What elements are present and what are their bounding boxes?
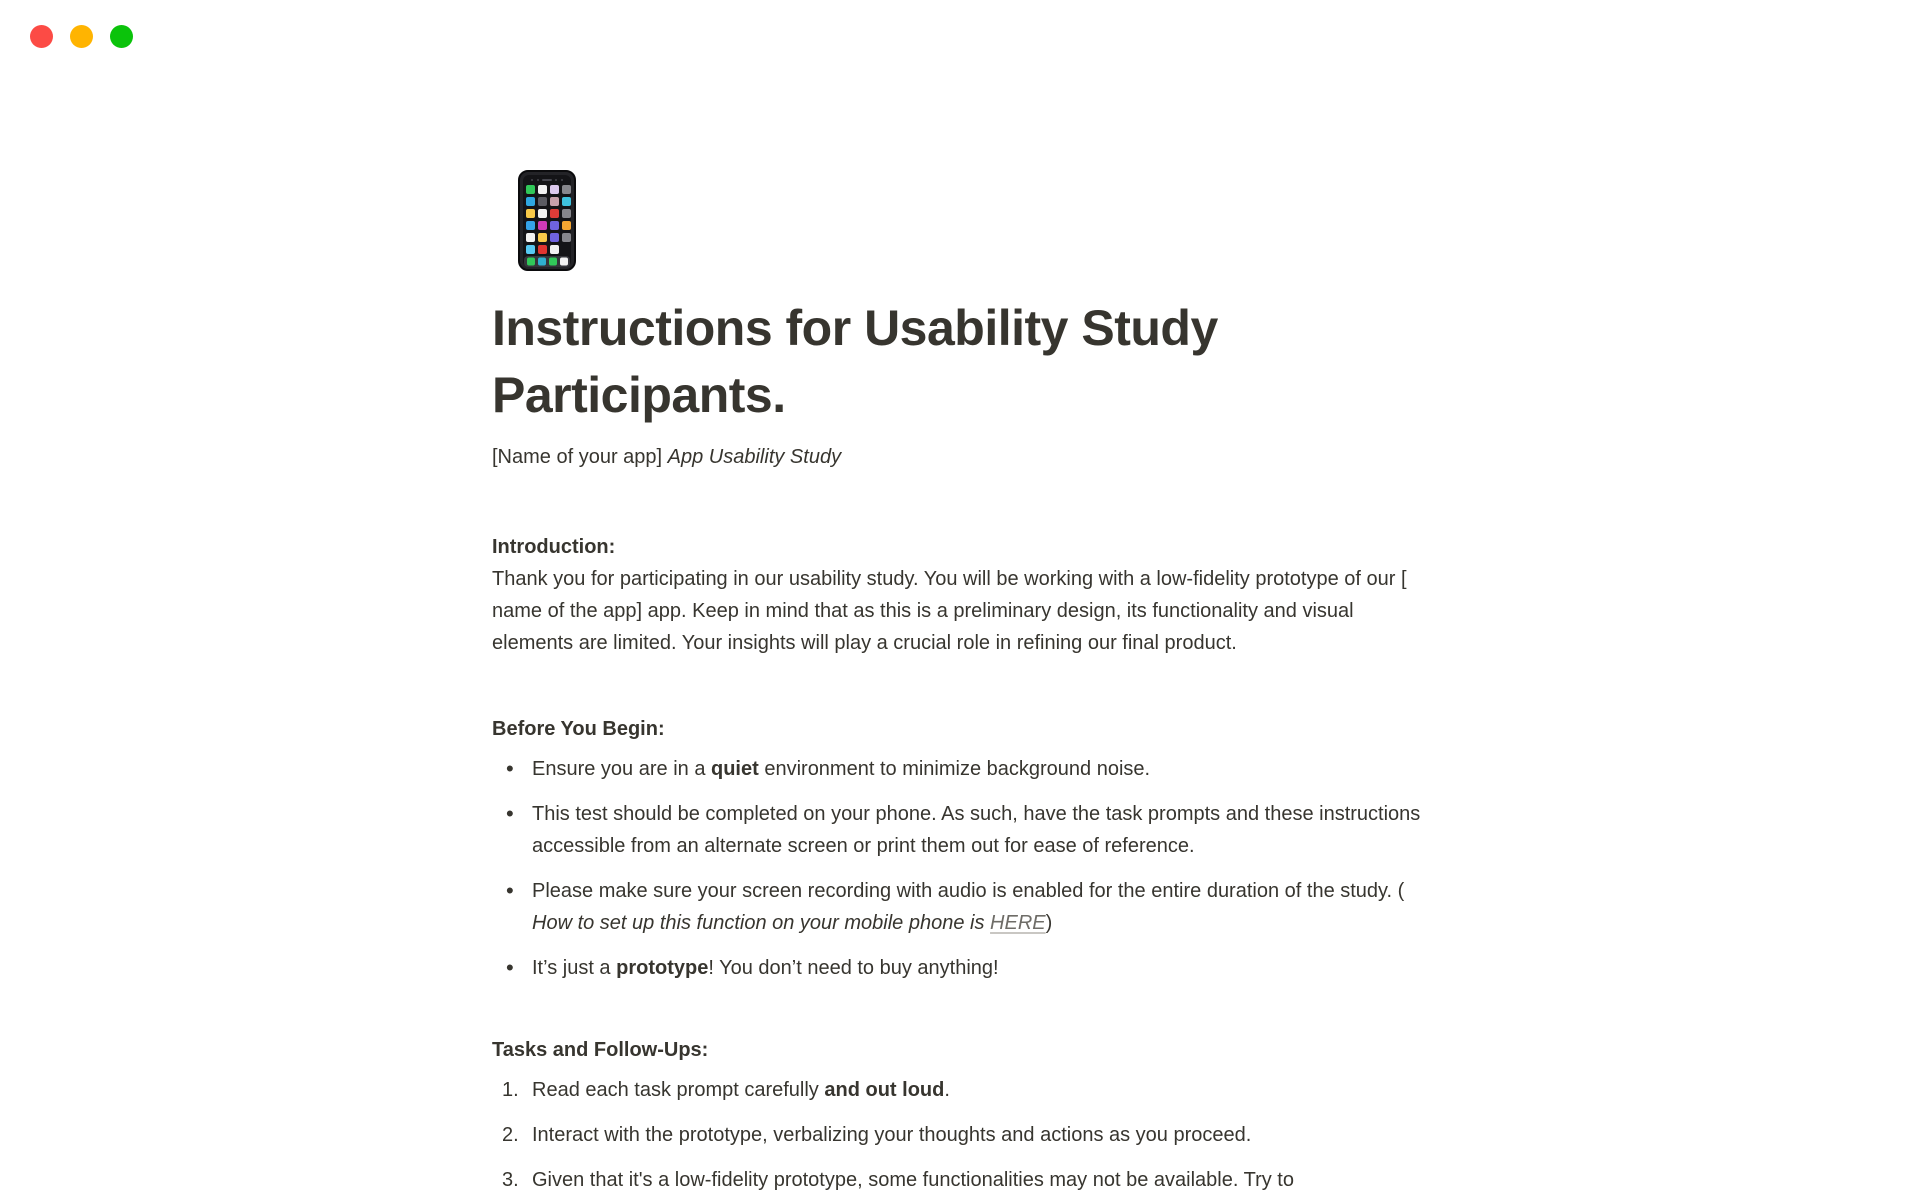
before-you-begin-list (492, 753, 1428, 984)
number-marker: 2. (502, 1124, 519, 1146)
numbered-item-1 (492, 1074, 1428, 1106)
bullet-item-prototype (492, 952, 1428, 984)
bullet-icon: • (506, 878, 514, 903)
introduction-heading: Introduction: (492, 536, 616, 558)
numbered-item-2 (492, 1119, 1428, 1151)
tasks-list (492, 1074, 1428, 1196)
bullet-text-pre: It’s just a (532, 957, 617, 979)
subtitle-italic: App Usability Study (667, 446, 842, 468)
bullet-text-post: ) (1045, 912, 1053, 934)
bullet-text-pre: Please make sure your screen recording with audio is enabled for the entire duration of the study. ( (532, 880, 1405, 902)
document-page (492, 0, 1428, 1196)
mobile-phone-emoji-graphic (518, 170, 576, 271)
bullet-item-phone (492, 798, 1428, 862)
bullet-item-quiet (492, 753, 1428, 785)
bullet-text-post: environment to minimize background noise. (758, 758, 1151, 780)
here-link[interactable] (990, 912, 1046, 934)
bullet-icon: • (506, 801, 514, 826)
mobile-phone-icon[interactable] (518, 170, 576, 271)
tasks-heading: Tasks and Follow-Ups: (492, 1039, 709, 1061)
introduction-paragraph: Thank you for participating in our usability study. You will be working with a low-fidelity prototype of our [ name of the app] app. Keep in mind that as this is a preliminary design, its functionality and visual elements are limited. Your insights will play a crucial role in refining our final product. (492, 568, 1407, 654)
here-link-label: HERE (990, 912, 1046, 934)
numbered-text-bold: and out loud (824, 1079, 945, 1101)
bullet-text-pre: This test should be completed on your phone. As such, have the task prompts and these instructions accessible from an alternate screen or print them out for ease of reference. (532, 803, 1421, 857)
bullet-text-bold: prototype (616, 957, 709, 979)
bullet-text (532, 875, 1428, 939)
numbered-text (532, 1164, 1428, 1196)
numbered-text (532, 1119, 1428, 1151)
number-marker: 3. (502, 1169, 519, 1191)
before-you-begin-heading: Before You Begin: (492, 718, 665, 740)
bullet-text-pre: Ensure you are in a (532, 758, 711, 780)
close-window-button[interactable] (30, 25, 53, 48)
bullet-text (532, 798, 1428, 862)
page-title: Instructions for Usability Study Participants. (492, 300, 1218, 423)
bullet-text (532, 952, 1428, 984)
numbered-text-pre: Interact with the prototype, verbalizing your thoughts and actions as you proceed. (532, 1124, 1252, 1146)
bullet-item-recording (492, 875, 1428, 939)
numbered-text-pre: Given that it's a low-fidelity prototype, some functionalities may not be available. Try to (532, 1169, 1294, 1191)
minimize-window-button[interactable] (70, 25, 93, 48)
bullet-icon: • (506, 955, 514, 980)
number-marker: 1. (502, 1079, 519, 1101)
bullet-icon: • (506, 756, 514, 781)
numbered-text (532, 1074, 1428, 1106)
numbered-text-pre: Read each task prompt carefully (532, 1079, 825, 1101)
numbered-text-post: . (944, 1079, 950, 1101)
window-controls (30, 25, 133, 48)
bullet-text-italic: How to set up this function on your mobile phone is (532, 912, 991, 934)
bullet-text (532, 753, 1428, 785)
bullet-text-bold: quiet (711, 758, 759, 780)
bullet-text-post: ! You don’t need to buy anything! (708, 957, 999, 979)
numbered-item-3 (492, 1164, 1428, 1196)
page-subtitle (492, 441, 1428, 473)
subtitle-plain: [Name of your app] (492, 446, 668, 468)
zoom-window-button[interactable] (110, 25, 133, 48)
